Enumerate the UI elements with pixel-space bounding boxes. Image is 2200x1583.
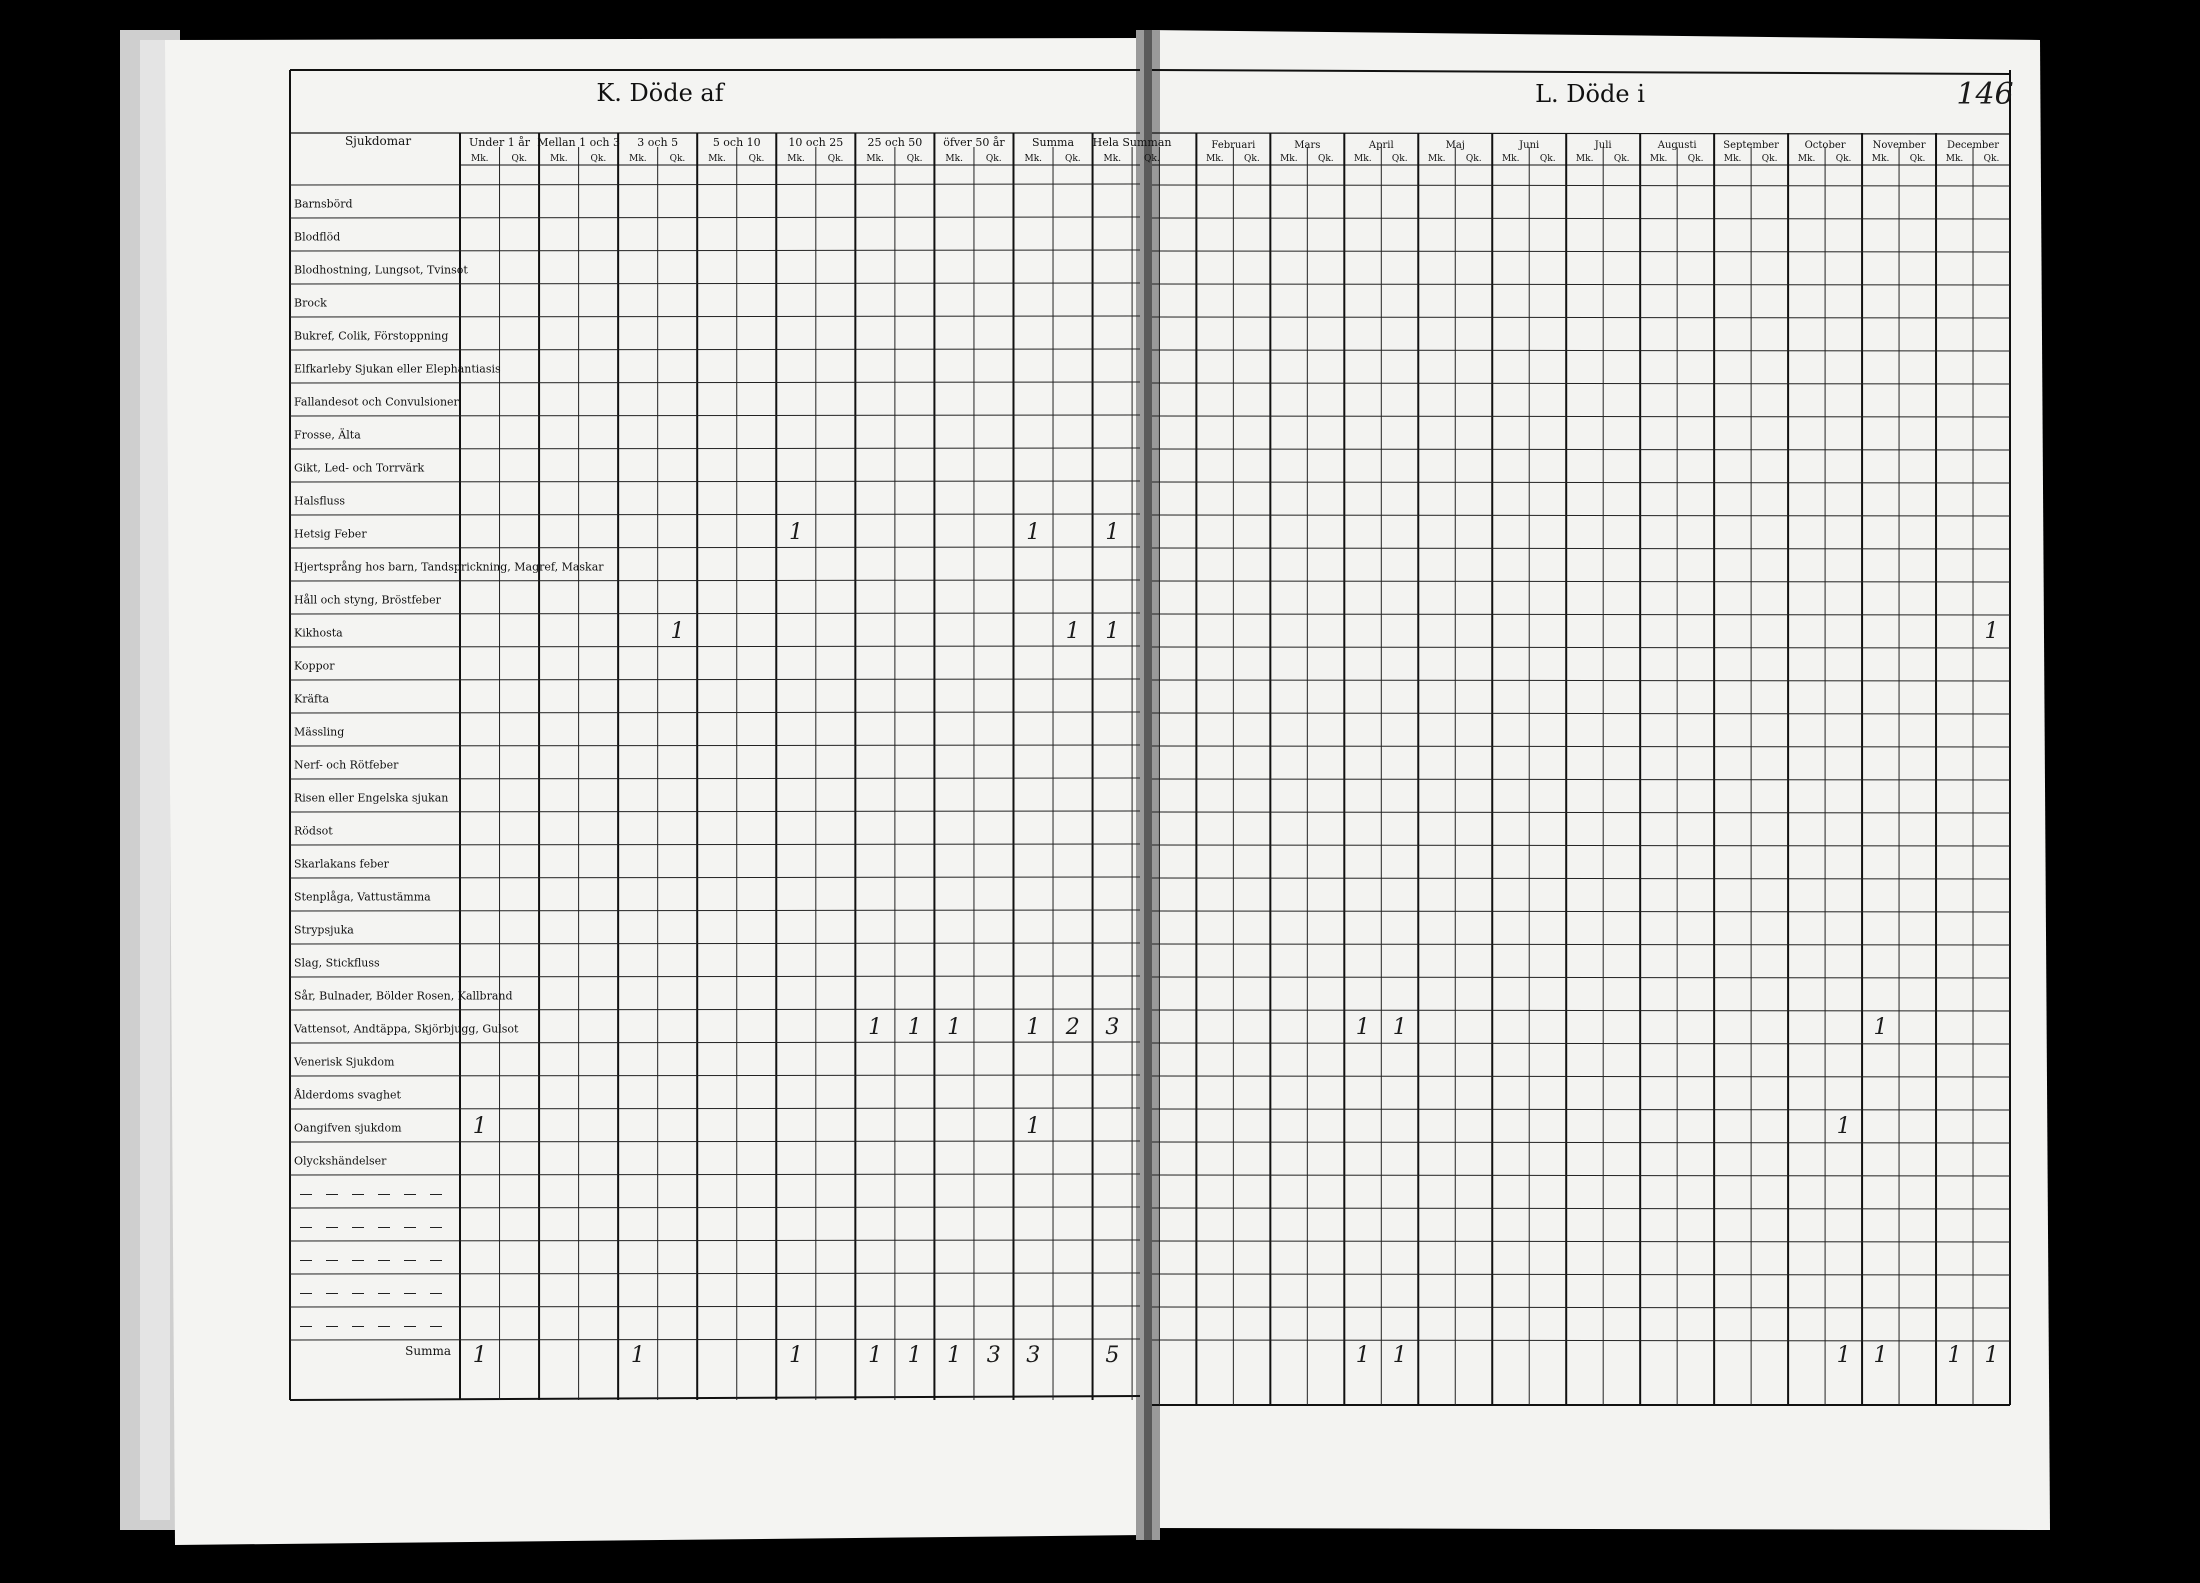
sub-header-mk: Mk. (708, 154, 726, 164)
disease-row-label: Rödsot (294, 824, 333, 838)
sub-header-mk: Mk. (1354, 154, 1372, 164)
sub-header-mk: Mk. (629, 154, 647, 164)
age-group-header: Mellan 1 och 3 (537, 136, 621, 149)
handwritten-count: 1 (1392, 1343, 1407, 1368)
handwritten-count: 1 (1873, 1014, 1888, 1040)
sub-header-qk: Qk. (1761, 154, 1778, 164)
disease-row-label: Elfkarleby Sjukan eller Elephantiasis (294, 362, 501, 376)
sub-header-qk: Qk. (1835, 154, 1852, 164)
disease-row-label: Koppor (294, 659, 335, 673)
sub-header-mk: Mk. (1280, 154, 1298, 164)
handwritten-count: 1 (947, 1014, 962, 1040)
sub-header-mk: Mk. (866, 154, 884, 164)
page-number: 146 (1956, 77, 2014, 112)
sub-header-mk: Mk. (1723, 154, 1742, 164)
disease-row-label: Barnsbörd (294, 197, 353, 211)
handwritten-count: 1 (868, 1014, 883, 1040)
month-header: Mars (1294, 140, 1321, 151)
sub-header-mk: Mk. (471, 154, 489, 164)
handwritten-count: 1 (1065, 618, 1080, 644)
disease-row-label: Olyckshändelser (294, 1154, 387, 1168)
sub-header-qk: Qk. (669, 154, 686, 164)
disease-row-label: Blodflöd (294, 230, 341, 244)
disease-row-label: Oangifven sjukdom (294, 1121, 402, 1135)
row-header-label: Sjukdomar (344, 134, 412, 148)
disease-row-label: Gikt, Led- och Torrvärk (294, 461, 425, 475)
handwritten-count: 1 (1026, 519, 1041, 545)
handwritten-count: 5 (1105, 1343, 1120, 1368)
handwritten-count: 1 (907, 1343, 922, 1368)
sub-header-qk: Qk. (1687, 154, 1704, 164)
sub-header-mk: Mk. (1024, 154, 1043, 164)
sub-header-qk: Qk. (1317, 154, 1334, 164)
disease-row-label: Nerf- och Rötfeber (294, 758, 399, 772)
sub-header-mk: Mk. (1206, 154, 1224, 164)
handwritten-count: 1 (1105, 519, 1120, 545)
handwritten-count: 1 (907, 1014, 922, 1040)
handwritten-count: 1 (1873, 1343, 1888, 1368)
disease-row-label: Fallandesot och Convulsioner (294, 395, 459, 409)
left-page-title: K. Döde af (596, 79, 724, 107)
sub-header-mk: Mk. (945, 154, 963, 164)
disease-row-label: Kräfta (294, 692, 330, 706)
right-page-title: L. Döde i (1535, 80, 1645, 108)
sub-header-qk: Qk. (1983, 154, 2000, 164)
handwritten-count: 1 (1392, 1014, 1407, 1040)
age-group-header: Hela Summan (1092, 136, 1172, 149)
month-header: December (1946, 140, 2000, 151)
month-header: Maj (1445, 140, 1465, 151)
sub-header-qk: Qk. (1613, 154, 1630, 164)
handwritten-count: 1 (472, 1113, 487, 1139)
disease-row-label: Hetsig Feber (294, 527, 367, 541)
handwritten-count: 1 (1836, 1113, 1851, 1139)
sub-header-mk: Mk. (1871, 154, 1890, 164)
handwritten-count: 1 (1105, 618, 1120, 644)
sub-header-qk: Qk. (906, 154, 923, 164)
sub-header-qk: Qk. (1244, 154, 1260, 164)
sub-header-mk: Mk. (1945, 154, 1964, 164)
disease-row-label: Halsfluss (294, 494, 346, 508)
sub-header-mk: Mk. (550, 154, 568, 164)
handwritten-count: 1 (472, 1343, 487, 1368)
handwritten-count: 1 (670, 618, 685, 644)
handwritten-count: 1 (947, 1343, 962, 1368)
handwritten-count: 1 (1355, 1014, 1370, 1040)
handwritten-count: 1 (1026, 1113, 1041, 1139)
age-group-header: 5 och 10 (712, 136, 761, 149)
handwritten-count: 1 (1984, 618, 1999, 644)
handwritten-count: 2 (1065, 1014, 1080, 1040)
handwritten-count: 1 (1836, 1343, 1851, 1368)
handwritten-count: 1 (1984, 1343, 1999, 1368)
sub-header-qk: Qk. (1144, 154, 1160, 164)
disease-row-label: Sår, Bulnader, Bölder Rosen, Kallbrand (294, 989, 513, 1003)
disease-row-label: Brock (294, 296, 327, 310)
handwritten-count: 3 (1105, 1014, 1120, 1040)
disease-row-label: Stenplåga, Vattustämma (294, 890, 431, 904)
sub-header-mk: Mk. (787, 154, 805, 164)
disease-row-label: Venerisk Sjukdom (294, 1055, 395, 1069)
sub-header-mk: Mk. (1797, 154, 1816, 164)
sub-header-qk: Qk. (1465, 154, 1482, 164)
age-group-header: 25 och 50 (867, 136, 923, 149)
handwritten-count: 3 (1026, 1343, 1041, 1368)
sub-header-qk: Qk. (827, 154, 844, 164)
sub-header-mk: Mk. (1428, 154, 1446, 164)
disease-row-label: Skarlakans feber (294, 857, 389, 871)
sub-header-mk: Mk. (1501, 154, 1520, 164)
disease-row-label: Vattensot, Andtäppa, Skjörbjugg, Gulsot (294, 1022, 519, 1036)
month-header: September (1723, 140, 1779, 151)
sub-header-qk: Qk. (985, 154, 1002, 164)
sub-header-mk: Mk. (1575, 154, 1594, 164)
age-group-header: Summa (1031, 136, 1075, 149)
handwritten-count: 1 (1026, 1014, 1041, 1040)
handwritten-count: 1 (868, 1343, 883, 1368)
disease-row-label: Ålderdoms svaghet (294, 1088, 401, 1102)
month-header: Augusti (1657, 140, 1697, 151)
handwritten-count: 3 (986, 1343, 1001, 1368)
age-group-header: 3 och 5 (637, 136, 679, 149)
handwritten-count: 1 (789, 519, 804, 545)
age-group-header: 10 och 25 (788, 136, 844, 149)
month-header: April (1368, 140, 1394, 151)
sub-header-qk: Qk. (1064, 154, 1081, 164)
handwritten-count: 1 (1947, 1343, 1962, 1368)
handwritten-count: 1 (1355, 1343, 1370, 1368)
age-group-header: Under 1 år (469, 136, 531, 149)
sub-header-qk: Qk. (1909, 154, 1926, 164)
month-header: Juni (1519, 140, 1540, 151)
disease-row-label: Blodhostning, Lungsot, Tvinsot (294, 263, 468, 277)
month-header: October (1804, 140, 1846, 151)
sub-header-mk: Mk. (1649, 154, 1668, 164)
disease-row-label: Hjertsprång hos barn, Tandsprickning, Magref, Maskar (294, 560, 604, 574)
month-header: Februari (1211, 140, 1256, 151)
age-group-header: öfver 50 år (943, 136, 1005, 149)
sub-header-qk: Qk. (1539, 154, 1556, 164)
disease-row-label: Frosse, Älta (294, 428, 361, 442)
sub-header-mk: Mk. (1103, 154, 1122, 164)
handwritten-count: 1 (630, 1343, 645, 1368)
disease-row-label: Kikhosta (294, 626, 343, 640)
month-header: November (1872, 140, 1926, 151)
month-header: Juli (1594, 140, 1612, 151)
total-row-label: Summa (405, 1344, 451, 1358)
sub-header-qk: Qk. (511, 154, 528, 164)
disease-row-label: Mässling (294, 725, 345, 739)
disease-row-label: Strypsjuka (294, 923, 354, 937)
disease-row-label: Slag, Stickfluss (294, 956, 380, 970)
sub-header-qk: Qk. (748, 154, 765, 164)
disease-row-label: Håll och styng, Bröstfeber (294, 593, 441, 607)
disease-row-label: Risen eller Engelska sjukan (294, 791, 449, 805)
sub-header-qk: Qk. (1391, 154, 1408, 164)
handwritten-count: 1 (789, 1343, 804, 1368)
sub-header-qk: Qk. (590, 154, 607, 164)
disease-row-label: Bukref, Colik, Förstoppning (294, 329, 449, 343)
